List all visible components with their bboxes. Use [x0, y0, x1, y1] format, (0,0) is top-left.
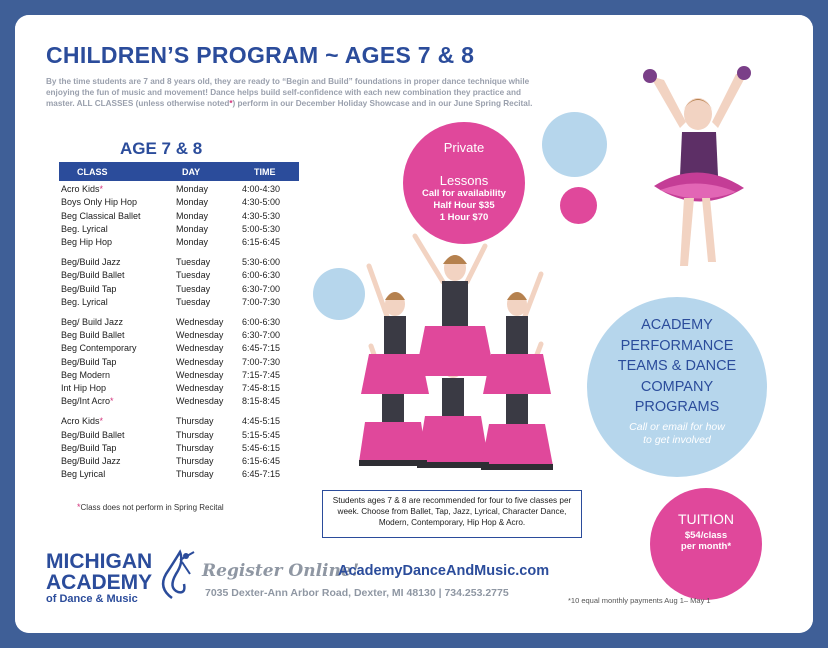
website-link[interactable]: AcademyDanceAndMusic.com	[338, 563, 550, 579]
private-one-hour: 1 Hour $70	[439, 212, 489, 223]
academy-line-4: COMPANY	[640, 378, 714, 395]
class-name-cell	[61, 357, 116, 367]
class-time: 6:45-7:15	[242, 343, 281, 354]
class-name-cell	[61, 396, 114, 406]
class-day: Thursday	[176, 429, 214, 440]
class-day: Monday	[176, 223, 209, 234]
page-title: CHILDREN’S PROGRAM ~ AGES 7 & 8	[46, 42, 475, 68]
schedule-row	[60, 357, 300, 370]
class-name: Beg/Int Acro	[61, 396, 111, 407]
footnote-star: *	[77, 502, 81, 512]
tuition-price: $54/class	[684, 530, 728, 541]
private-availability: Call for availability	[422, 188, 506, 199]
class-time: 6:30-7:00	[242, 283, 281, 294]
class-time: 6:30-7:00	[242, 329, 281, 340]
academy-sub-2: to get involved	[643, 433, 711, 446]
class-day: Wednesday	[176, 316, 224, 327]
schedule-row	[60, 396, 300, 409]
class-time: 6:45-7:15	[242, 469, 281, 480]
schedule-row	[60, 224, 300, 237]
class-time: 8:15-8:45	[242, 396, 281, 407]
schedule-row	[60, 211, 300, 224]
class-name: Beg Modern	[61, 369, 111, 380]
class-name: Beg/Build Tap	[61, 283, 117, 294]
class-time: 5:00-5:30	[242, 223, 281, 234]
class-name-cell	[61, 370, 110, 380]
class-name: Beg Build Ballet	[61, 329, 125, 340]
class-name-cell	[61, 197, 137, 207]
intro-tail: ) perform in our December Holiday Showcase and in our June Spring Recital.	[232, 99, 533, 108]
private-heading-1: Private	[443, 140, 485, 155]
class-name: Acro Kids	[61, 416, 100, 427]
class-time: 6:15-6:45	[242, 237, 281, 248]
class-time: 7:45-8:15	[242, 383, 281, 394]
decor-circle-pink-small	[560, 187, 597, 224]
private-heading-2: Lessons	[439, 173, 489, 188]
class-time: 4:45-5:15	[242, 416, 281, 427]
academy-line-2: PERFORMANCE	[620, 337, 734, 354]
class-time: 7:15-7:45	[242, 369, 281, 380]
class-name: Boys Only Hip Hop	[61, 197, 138, 208]
class-star: *	[99, 184, 104, 194]
class-name: Beg Hip Hop	[61, 237, 113, 248]
class-name: Beg Lyrical	[61, 469, 106, 480]
class-day: Tuesday	[176, 283, 211, 294]
class-time: 5:15-5:45	[242, 429, 281, 440]
schedule-row	[60, 330, 300, 343]
academy-line-1: ACADEMY	[641, 317, 713, 333]
schedule-row	[60, 416, 300, 429]
class-name-cell	[61, 330, 125, 340]
class-name-cell	[61, 184, 103, 194]
class-star: *	[99, 416, 104, 427]
schedule-row	[60, 383, 300, 396]
schedule-heading: AGE 7 & 8	[120, 139, 203, 158]
class-name: Int Hip Hop	[61, 383, 107, 394]
schedule-row	[60, 469, 300, 482]
schedule-footnote	[77, 502, 224, 512]
address-phone: 7035 Dexter-Ann Arbor Road, Dexter, MI 48130 | 734.253.2775	[205, 587, 509, 599]
payments-note: *10 equal monthly payments Aug 1– May 1	[568, 596, 711, 605]
academy-line-5: PROGRAMS	[634, 399, 720, 415]
footnote-text: Class does not perform in Spring Recital	[80, 503, 224, 512]
class-name: Beg/Build Ballet	[61, 270, 125, 281]
dance-group-illustration	[345, 226, 567, 478]
logo-line-1: MICHIGAN	[46, 550, 153, 573]
intro-paragraph	[46, 76, 546, 109]
class-time: 4:00-4:30	[242, 184, 281, 194]
class-day: Thursday	[176, 469, 214, 480]
class-name-cell	[61, 211, 141, 221]
register-online-label: Register Online!	[202, 561, 360, 581]
decor-circle-blue-top	[542, 112, 607, 177]
jumping-dancer-illustration	[636, 66, 756, 286]
class-name: Beg/Build Tap	[61, 356, 117, 367]
class-name-cell	[61, 270, 125, 280]
class-time: 4:30-5:30	[242, 210, 281, 221]
schedule-header-bar	[59, 162, 299, 181]
class-day: Thursday	[176, 456, 214, 467]
class-time: 5:30-6:00	[242, 256, 281, 267]
class-name-cell	[61, 443, 116, 453]
class-day: Wednesday	[176, 356, 224, 367]
academy-line-3: TEAMS & DANCE	[617, 358, 737, 374]
col-day-header: DAY	[182, 167, 201, 177]
schedule-row	[60, 456, 300, 469]
schedule-row	[60, 370, 300, 383]
schedule-row	[60, 430, 300, 443]
class-day: Wednesday	[176, 396, 224, 407]
intro-text: By the time students are 7 and 8 years old, they are ready to “Begin and Build” foundations in proper dance technique while enjoying the fun of music and movement! Dance helps build self-confidence with each new combination they practice and master. ALL CLASSES (unless otherwise noted	[46, 77, 530, 108]
academy-sub-1: Call or email for how	[629, 420, 725, 433]
class-name-cell	[61, 456, 121, 466]
class-name: Beg/Build Jazz	[61, 256, 121, 267]
class-name: Acro Kids	[61, 184, 100, 194]
academy-programs-circle	[587, 297, 767, 477]
class-time: 4:30-5:00	[242, 197, 281, 208]
class-name-cell	[61, 469, 105, 479]
class-name: Beg/Build Jazz	[61, 456, 121, 467]
intro-star: *	[229, 99, 233, 108]
class-time: 6:00-6:30	[242, 316, 281, 327]
class-name-cell	[61, 257, 121, 267]
class-day: Monday	[176, 184, 209, 194]
schedule-row	[60, 237, 300, 250]
schedule-row	[60, 284, 300, 297]
class-name-cell	[61, 224, 108, 234]
class-day: Wednesday	[176, 329, 224, 340]
class-name-cell	[61, 284, 116, 294]
class-name: Beg. Lyrical	[61, 223, 108, 234]
class-name-cell	[61, 237, 112, 247]
class-name: Beg Contemporary	[61, 343, 137, 354]
class-day: Monday	[176, 210, 209, 221]
logo-line-2: ACADEMY	[46, 571, 153, 594]
class-name: Beg Classical Ballet	[61, 210, 141, 221]
class-day: Wednesday	[176, 383, 224, 394]
schedule-row	[60, 343, 300, 356]
class-name-cell	[61, 297, 108, 307]
schedule-row	[60, 184, 300, 197]
class-day: Monday	[176, 237, 209, 248]
tuition-circle	[650, 488, 762, 600]
class-name-cell	[61, 317, 123, 327]
class-time: 5:45-6:15	[242, 442, 281, 453]
class-name: Beg/ Build Jazz	[61, 316, 124, 327]
class-name-cell	[61, 383, 106, 393]
schedule-row	[60, 443, 300, 456]
recommendation-box: Students ages 7 & 8 are recommended for four to five classes per week. Choose from Ballet, Tap, Jazz, Lyrical, Character Dance, Modern, Contemporary, Hip Hop & Acro.	[322, 490, 582, 538]
class-name-cell	[61, 430, 125, 440]
class-day: Tuesday	[176, 256, 211, 267]
schedule-row	[60, 297, 300, 310]
schedule-row	[60, 257, 300, 270]
col-time-header: TIME	[254, 167, 276, 177]
class-star: *	[110, 396, 114, 407]
class-time: 7:00-7:30	[242, 296, 281, 307]
tuition-period: per month*	[680, 541, 732, 552]
class-time: 7:00-7:30	[242, 356, 281, 367]
schedule-row	[60, 317, 300, 330]
class-day: Wednesday	[176, 343, 224, 354]
private-half-hour: Half Hour $35	[433, 200, 495, 211]
tuition-heading: TUITION	[678, 511, 734, 527]
class-name: Beg. Lyrical	[61, 296, 108, 307]
schedule-row	[60, 270, 300, 283]
class-name: Beg/Build Ballet	[61, 429, 125, 440]
class-day: Thursday	[176, 442, 214, 453]
class-day: Wednesday	[176, 369, 224, 380]
class-day: Tuesday	[176, 270, 211, 281]
class-day: Tuesday	[176, 296, 211, 307]
treble-clef-dancer-icon	[150, 548, 196, 602]
schedule-row	[60, 197, 300, 210]
class-time: 6:00-6:30	[242, 270, 281, 281]
class-day: Thursday	[176, 416, 214, 427]
class-time: 6:15-6:45	[242, 456, 281, 467]
col-class-header: CLASS	[77, 167, 108, 177]
class-name: Beg/Build Tap	[61, 442, 117, 453]
class-day: Monday	[176, 197, 209, 208]
logo-line-3: of Dance & Music	[46, 593, 138, 605]
class-name-cell	[61, 416, 103, 426]
schedule-table	[60, 184, 300, 483]
class-name-cell	[61, 343, 137, 353]
